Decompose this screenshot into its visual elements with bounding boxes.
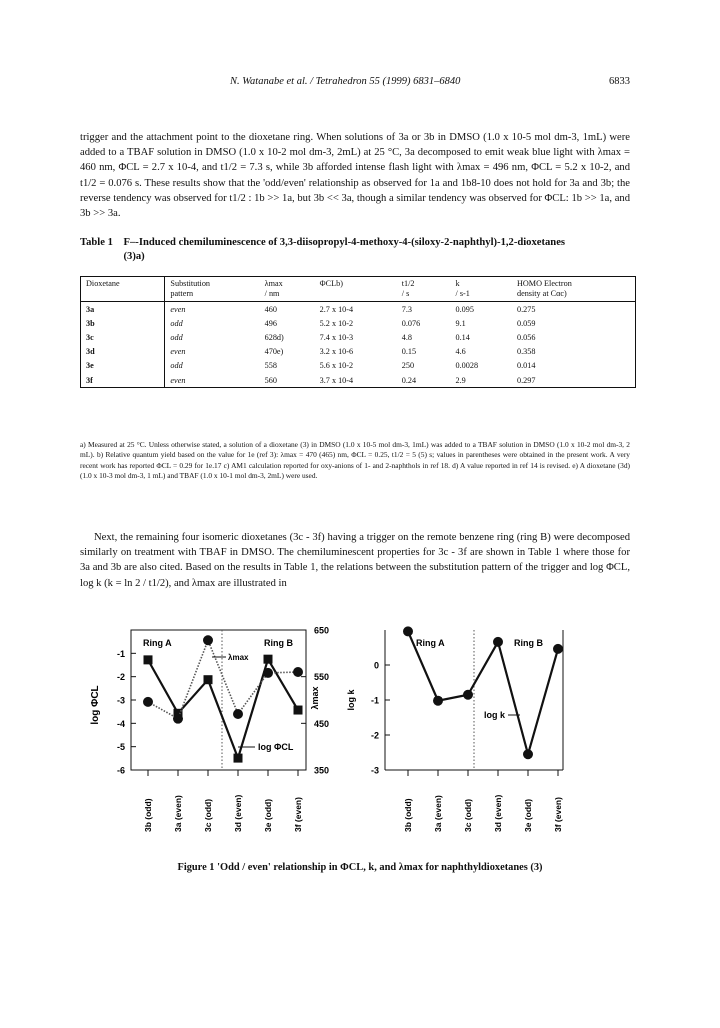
y-tick-label-left: -6 [116,765,125,776]
cell-k: 0.095 [455,304,474,314]
cell-dioxetane: 3a [81,302,165,317]
cell-halflife: 0.24 [401,375,417,385]
chart-right [346,626,563,832]
th-k: k / s-1 [451,277,512,302]
data-point-lambda [263,668,273,678]
figure-caption: Figure 1 'Odd / even' relationship in ΦCL, k, and λmax for naphthyldioxetanes (3) [177,862,543,873]
data-point-log-k [433,696,443,706]
ring-a-label: Ring A [416,638,445,648]
cell-k: 0.14 [455,332,470,342]
cell-pattern: odd [170,361,183,371]
y-tick-label-right: 650 [314,625,330,636]
cell-lambda: 496 [264,318,277,328]
cell-homo: 0.275 [516,304,536,314]
ring-b-label: Ring B [264,638,293,648]
paragraph-1: trigger and the attachment point to the dioxetane ring. When solutions of 3a or 3b in DMSO (1.0 x 10-5 mol dm-3, 1mL) were added to a TBAF solution in DMSO (1.0 x 10-2 mol dm-3, 2mL) at 25 °C, 3a decomposed to emit weak blue light with λmax = 460 nm, ΦCL = 2.7 x 10-4, and t1/2 = 7.3 s, while 3b afforded intense flash light with λmax = 496 nm, ΦCL = 5.2 x 10-2, and t1/2 = 0.076 s. These results show that the 'odd/even' relationship as observed for 1a and 1b8-10 does not hold for 3a and 3b; the reverse tendency was observed for t1/2 : 1b >> 1a, but 3b << 3a, though a similar tendency was observed for ΦCL: 1b >> 1a, and 3b >> 3a. [80,132,630,220]
data-point-log-k [493,637,503,647]
cell-halflife: 4.8 [401,332,413,342]
cell-homo: 0.056 [516,332,536,342]
data-point-lambda [173,714,183,724]
y-tick-label-left: -1 [116,648,125,659]
page-number: 6833 [609,76,630,87]
x-tick-label: 3c (odd) [463,798,473,832]
data-point-log-phicl [294,706,303,715]
log-k-annotation: log k [484,710,506,720]
x-tick-label: 3e (odd) [263,798,273,832]
y-tick-label-left: -5 [116,742,125,753]
cell-phicl: 7.4 x 10-3 [319,332,354,342]
cell-phicl: 3.2 x 10-6 [319,347,354,357]
cell-k: 2.9 [455,375,466,385]
chart-left [90,626,329,833]
cell-phicl: 5.2 x 10-2 [319,318,354,328]
cell-lambda: 628d) [264,332,284,342]
x-tick-label: 3f (even) [293,797,303,832]
cell-homo: 0.014 [516,361,536,371]
th-pattern: Substitution pattern [165,277,260,302]
y-tick-label: -1 [370,695,379,706]
cell-pattern: even [170,375,186,385]
paragraph-2: Next, the remaining four isomeric dioxetanes (3c - 3f) having a trigger on the remote benzene ring (ring B) were decomposed similarly on treatment with TBAF in DMSO. The chemiluminescent properties for 3c - 3f are shown in Table 1 where those for 3a and 3b are also cited. Based on the results in Table 1, the relations between the substitution pattern of the trigger and log ΦCL, log k (k = ln 2 / t1/2), and λmax are illustrated in [80,532,630,589]
cell-dioxetane: 3e [81,359,165,373]
y-tick-label: -3 [370,765,379,776]
data-point-log-k [403,626,413,636]
data-point-lambda [233,709,243,719]
table-label: Table 1 [80,237,113,248]
y-tick-label-right: 550 [314,672,330,683]
th-halflife: t1/2 / s [397,277,451,302]
lambda-annotation: λmax [228,653,249,662]
cell-pattern: odd [170,332,183,342]
running-title: N. Watanabe et al. / Tetrahedron 55 (1999) 6831–6840 [230,76,461,87]
ring-b-label: Ring B [514,638,543,648]
cell-homo: 0.358 [516,347,536,357]
cell-lambda: 558 [264,361,277,371]
data-point-log-k [463,690,473,700]
cell-homo: 0.297 [516,375,536,385]
cell-homo: 0.059 [516,318,536,328]
data-point-log-phicl [234,754,243,763]
data-point-log-phicl [204,675,213,684]
y-axis-label-left: log ΦCL [90,685,101,725]
x-tick-label: 3d (even) [233,794,243,832]
x-tick-label: 3b (odd) [143,798,153,832]
y-tick-label-right: 350 [314,765,330,776]
cell-lambda: 460 [264,304,277,314]
y-tick-label-right: 450 [314,718,330,729]
log-phicl-annotation: log ΦCL [258,742,294,752]
cell-pattern: even [170,347,186,357]
x-tick-label: 3a (even) [173,795,183,832]
data-point-log-k [553,644,563,654]
data-point-log-k [523,749,533,759]
cell-dioxetane: 3d [81,345,165,359]
cell-pattern: odd [170,318,183,328]
cell-halflife: 0.15 [401,347,417,357]
data-point-log-phicl [264,655,273,664]
cell-lambda: 470e) [264,347,284,357]
x-tick-label: 3d (even) [493,794,503,832]
data-point-lambda [203,635,213,645]
x-tick-label: 3b (odd) [403,798,413,832]
th-dioxetane: Dioxetane [81,277,165,302]
x-tick-label: 3e (odd) [523,798,533,832]
cell-dioxetane: 3b [81,316,165,330]
th-homo: HOMO Electron density at Cαc) [512,277,636,302]
cell-halflife: 250 [401,361,415,371]
cell-phicl: 3.7 x 10-4 [319,375,354,385]
x-tick-label: 3a (even) [433,795,443,832]
cell-k: 4.6 [455,347,466,357]
data-point-lambda [143,697,153,707]
y-tick-label-left: -2 [116,672,125,683]
table-title: F–-Induced chemiluminescence of 3,3-diisopropyl-4-methoxy-4-(siloxy-2-naphthyl)-1,2-dioxetanes (3)a) [123,237,566,262]
th-phicl: ΦCLb) [315,277,397,302]
cell-halflife: 0.076 [401,318,421,328]
data-point-lambda [293,667,303,677]
cell-phicl: 2.7 x 10-4 [319,304,354,314]
th-lambda: λmax / nm [260,277,315,302]
table-footnote: a) Measured at 25 °C. Unless otherwise stated, a solution of a dioxetane (3) in DMSO (1.0 x 10-5 mol dm-3, 1mL) was added to a TBAF solution in DMSO (1.0 x 10-2 mol dm-3, 2 mL). b) Relative quantum yield based on the value for 1e (ref 3): λmax = 470 (465) nm, ΦCL = 0.25, t1/2 = 5 (5) s; values in parentheses were obtained in the present work. A very recent work has reported ΦCL = 0.29 for 1e.17 c) AM1 calculation reported for oxy-anions of 1- and 2-naphthols in ref 18. d) A value reported in ref 14 is revised. e) A dioxetane (3d) (1.0 x 10-3 mol dm-3, 1 mL) and TBAF (1.0 x 10-1 mol dm-3, 2mL) were used. [80,440,630,480]
x-tick-label: 3f (even) [553,797,563,832]
series-line-log-k [408,631,558,754]
y-tick-label-left: -3 [116,695,125,706]
y-axis-label-right: λmax [310,686,320,710]
y-axis-label: log k [346,689,356,711]
cell-k: 0.0028 [455,361,479,371]
cell-dioxetane: 3f [81,373,165,388]
x-tick-label: 3c (odd) [203,798,213,832]
cell-k: 9.1 [455,318,466,328]
series-line-lambda [148,640,298,718]
cell-lambda: 560 [264,375,277,385]
y-tick-label: -2 [370,730,379,741]
cell-phicl: 5.6 x 10-2 [319,361,354,371]
y-tick-label: 0 [373,660,379,671]
ring-a-label: Ring A [143,638,172,648]
cell-pattern: even [170,304,186,314]
data-point-log-phicl [144,655,153,664]
cell-dioxetane: 3c [81,330,165,344]
y-tick-label-left: -4 [116,718,125,729]
cell-halflife: 7.3 [401,304,413,314]
